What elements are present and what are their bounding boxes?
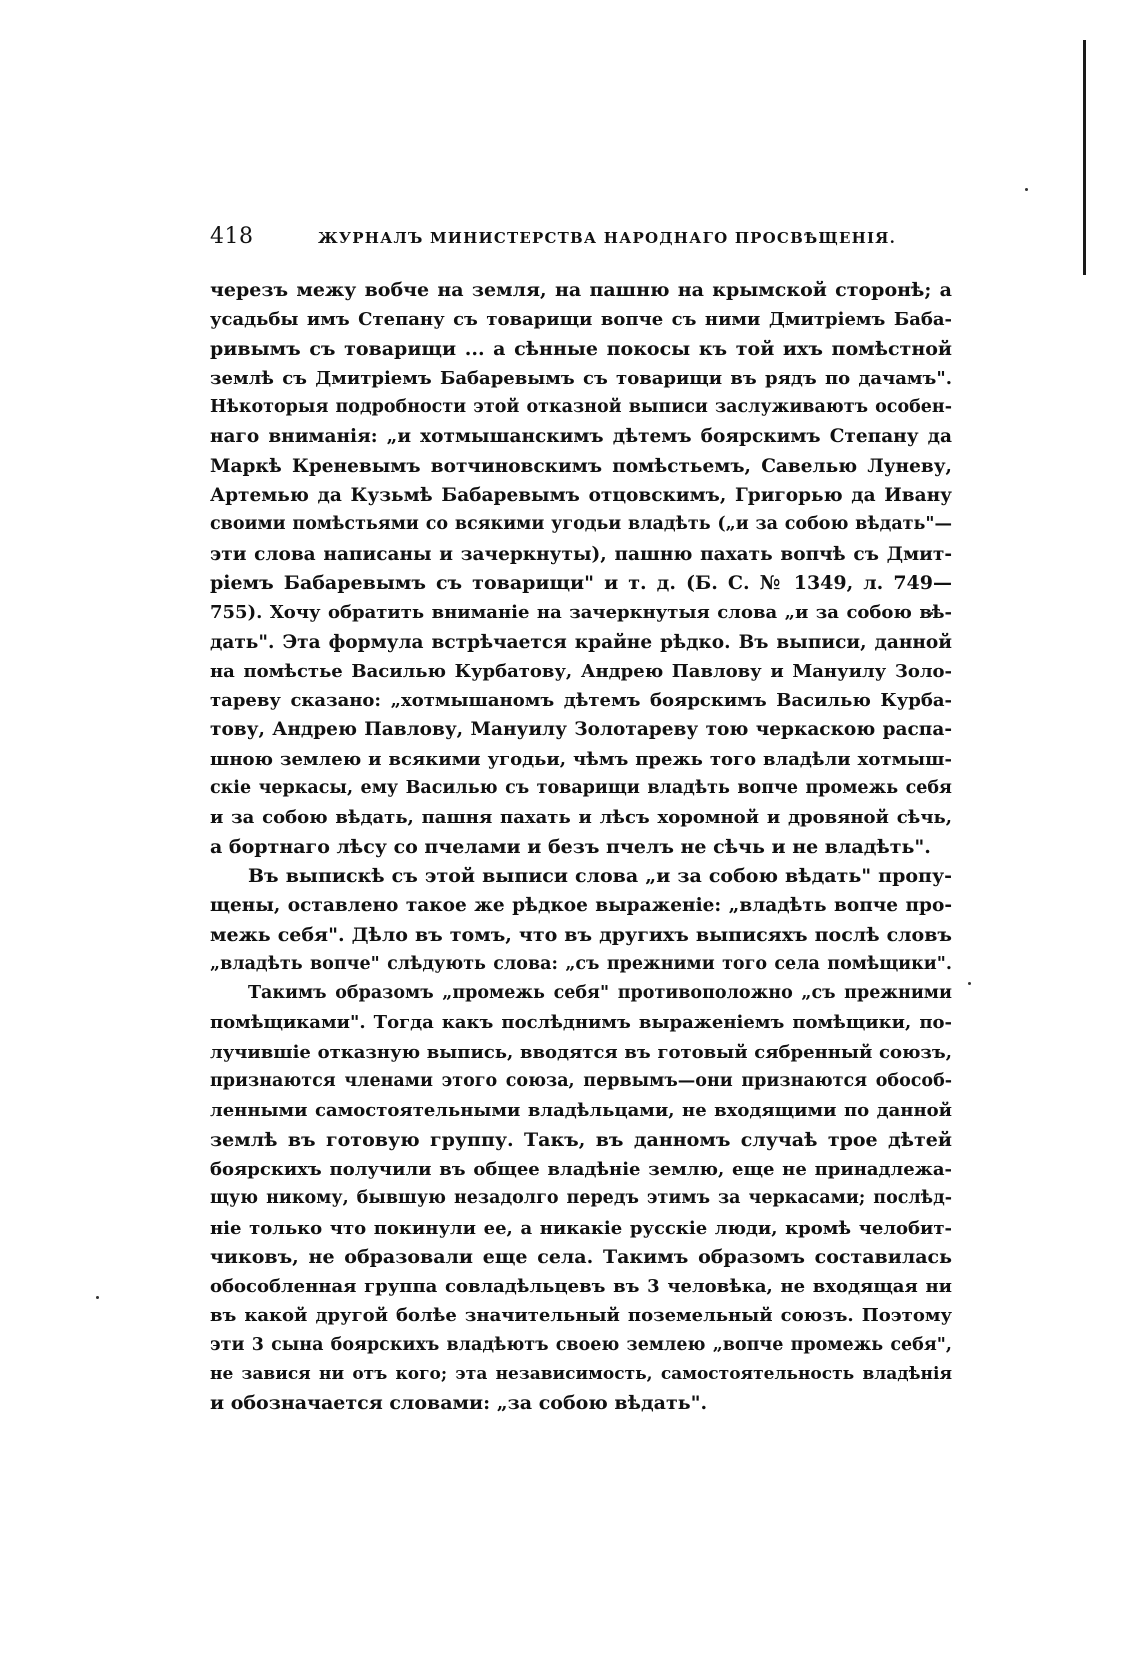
text-line: на помѣстье Василью Курбатову, Андрею Павлову и Мануилу Золо-	[210, 660, 952, 682]
text-line: щую никому, бывшую незадолго передъ этимъ за черкасами; послѣд-	[210, 1188, 952, 1209]
text-line: Нѣкоторыя подробности этой отказной выписи заслуживаютъ особен-	[210, 397, 952, 418]
body-text	[210, 276, 952, 1419]
text-line: землѣ съ Дмитріемъ Бабаревымъ съ товарищи въ рядъ по дачамъ".	[210, 367, 952, 389]
text-line: эти слова написаны и зачеркнуты), пашню пахать вопчѣ съ Дмит-	[210, 543, 952, 565]
text-line: своими помѣстьями со всякими угодьи владѣть („и за собою вѣдать"—	[210, 514, 952, 535]
text-line: ривымъ съ товарищи ... а сѣнные покосы къ той ихъ помѣстной	[210, 337, 952, 360]
text-line: щены, оставлено такое же рѣдкое выраженіе: „владѣть вопче про-	[210, 895, 952, 917]
page-number: 418	[210, 224, 254, 249]
text-line: ніе только что покинули ее, а никакіе русскіе люди, кромѣ челобит-	[210, 1217, 952, 1239]
text-line: усадьбы имъ Степану съ товарищи вопче съ ними Дмитріемъ Баба-	[210, 309, 952, 331]
text-line: чиковъ, не образовали еще села. Такимъ образомъ составилась	[210, 1245, 952, 1268]
speck	[968, 982, 971, 985]
text-line: и за собою вѣдать, пашня пахать и лѣсъ хоромной и дровяной сѣчь,	[210, 807, 952, 829]
text-line: черезъ межу вобче на земля, на пашню на крымской сторонѣ; а	[210, 279, 952, 301]
page-header	[210, 224, 952, 254]
text-line: скіе черкасы, ему Василью съ товарищи владѣть вопче промежь себя	[210, 778, 952, 799]
text-line: ленными самостоятельными владѣльцами, не входящими по данной	[210, 1100, 952, 1122]
text-line: тареву сказано: „хотмышаномъ дѣтемъ боярскимъ Василью Курба-	[210, 690, 952, 712]
text-line: Въ выпискѣ съ этой выписи слова „и за собою вѣдать" пропу-	[248, 864, 952, 887]
text-line: межь себя". Дѣло въ томъ, что въ другихъ выписяхъ послѣ словъ	[210, 923, 952, 946]
text-line: не завися ни отъ кого; эта независимость, самостоятельность владѣнія	[210, 1363, 952, 1384]
text-line: боярскихъ получили въ общее владѣніе землю, еще не принадлежа-	[210, 1158, 952, 1180]
running-title: ЖУРНАЛЪ МИНИСТЕРСТВА НАРОДНАГО ПРОСВѢЩЕНІЯ.	[318, 229, 897, 247]
text-line: наго вниманія: „и хотмышанскимъ дѣтемъ боярскимъ Степану да	[210, 426, 952, 448]
page-edge-line	[1083, 40, 1086, 275]
text-line: Артемью да Кузьмѣ Бабаревымъ отцовскимъ, Григорью да Ивану	[210, 485, 952, 507]
text-line: „владѣть вопче" слѣдують слова: „съ прежними того села помѣщики".	[210, 953, 952, 974]
text-line: въ какой другой болѣе значительный поземельный союзъ. Поэтому	[210, 1305, 952, 1327]
text-line: помѣщиками". Тогда какъ послѣднимъ выраженіемъ помѣщики, по-	[210, 1012, 952, 1034]
text-line: лучившіе отказную выпись, вводятся въ готовый сябренный союзъ,	[210, 1041, 952, 1063]
text-line: а бортнаго лѣсу со пчелами и безъ пчелъ не сѣчь и не владѣть".	[210, 835, 931, 858]
text-line: шною землею и всякими угодьи, чѣмъ прежь того владѣли хотмыш-	[210, 748, 952, 770]
text-line: тову, Андрею Павлову, Мануилу Золотареву тою черкаскою распа-	[210, 719, 952, 741]
text-line: и обозначается словами: „за собою вѣдать".	[210, 1392, 708, 1415]
text-line: 755). Хочу обратить вниманіе на зачеркнутыя слова „и за собою вѣ-	[210, 602, 952, 624]
text-line: признаются членами этого союза, первымъ—они признаются обособ-	[210, 1071, 952, 1092]
text-line: землѣ въ готовую группу. Такъ, въ данномъ случаѣ трое дѣтей	[210, 1128, 952, 1151]
speck	[1025, 188, 1028, 191]
text-line: Такимъ образомъ „промежь себя" противоположно „съ прежними	[248, 983, 952, 1004]
text-line: обособленная группа совладѣльцевъ въ 3 человѣка, не входящая ни	[210, 1276, 952, 1298]
speck	[96, 1296, 99, 1299]
text-line: ріемъ Бабаревымъ съ товарищи" и т. д. (Б. С. № 1349, л. 749—	[210, 571, 952, 594]
text-line: дать". Эта формула встрѣчается крайне рѣдко. Въ выписи, данной	[210, 631, 952, 653]
text-line: Маркѣ Креневымъ вотчиновскимъ помѣстьемъ, Савелью Луневу,	[210, 455, 952, 477]
text-line: эти 3 сына боярскихъ владѣютъ своею землею „вопче промежь себя",	[210, 1334, 952, 1355]
